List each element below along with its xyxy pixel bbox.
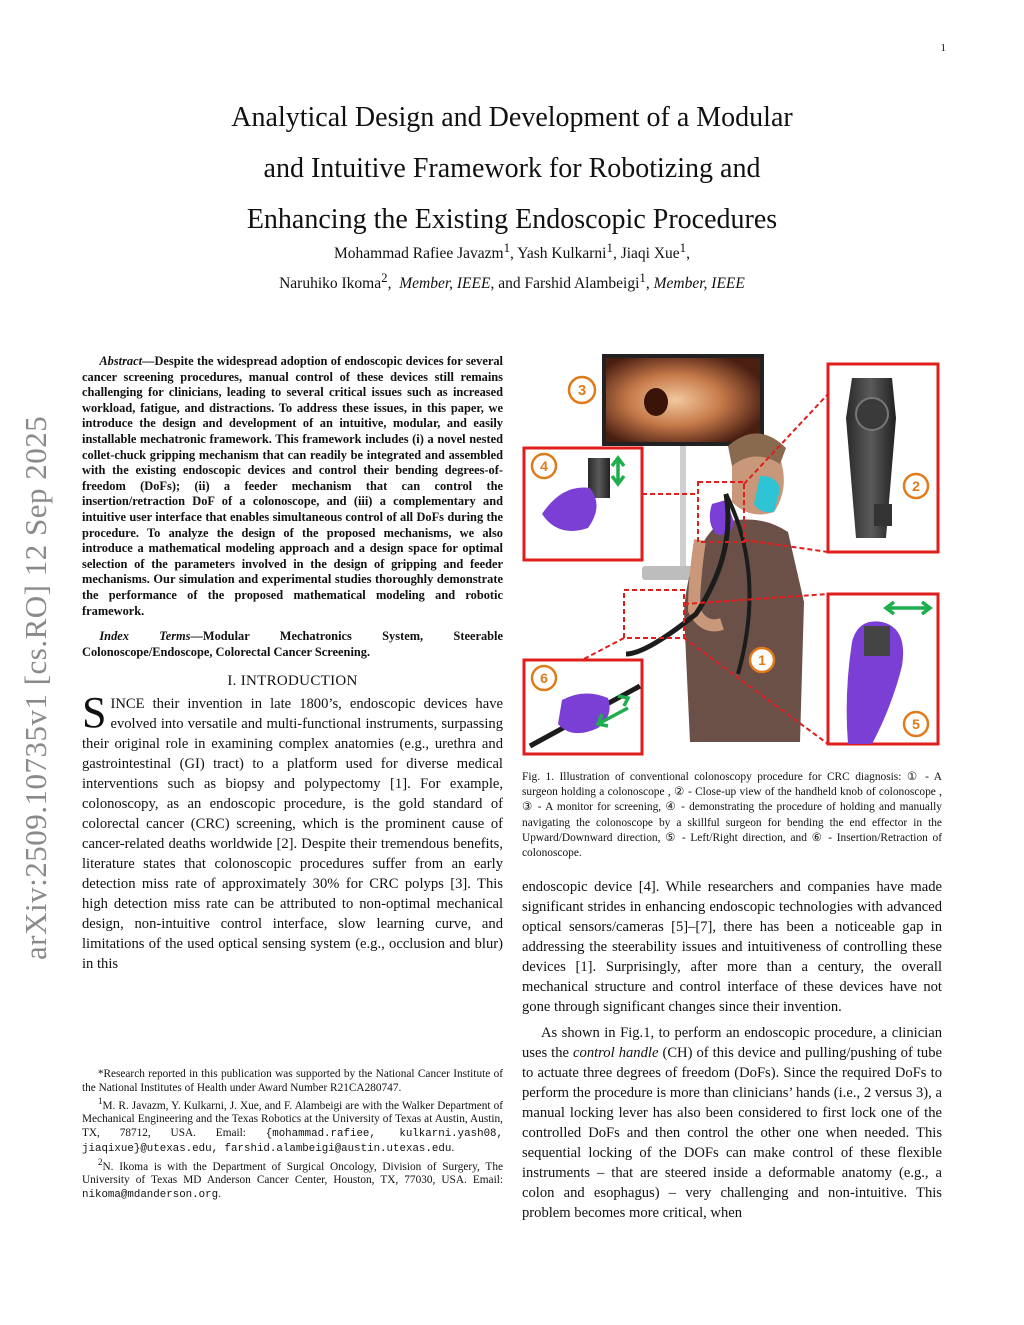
email-link[interactable]: nikoma@mdanderson.org (82, 1188, 219, 1201)
footnote-affiliation-1: $^1$M. R. Javazm, Y. Kulkarni, J. Xue, and F. Alambeigi are with the Walker Department of Mechanical Engineering and the Texas Robotics at the University of Texas at Austin, Austin, TX, 78712, USA. Email: {mohammad.rafiee, kulkarni.yash08, jiaqixue}@utexas.edu, farshid.alambeigi@austin.utexas.edu. (82, 1096, 504, 1155)
footnotes (82, 1068, 503, 1203)
right-body (522, 877, 942, 1223)
member-tag: Member, IEEE (653, 275, 745, 293)
left-column (82, 354, 503, 974)
svg-text:4: 4 (540, 458, 548, 474)
colon-lumen (644, 388, 668, 416)
title-line-1: Analytical Design and Development of a Modular (231, 102, 793, 133)
body-paragraph: endoscopic device [4]. While researchers and companies have made significant strides in enhancing endoscopic technologies with advanced optical sensors/cameras [5]–[7], there has been a noticeable gap in addressing the steerability issues and intuitiveness of controlling these devices [1]. Surprisingly, after more than a century, the overall mechanical structure and control interface of these devices have not gone through significant changes since their invention. (522, 879, 942, 1016)
monitor-stand (680, 446, 686, 566)
svg-text:2: 2 (912, 478, 920, 494)
knob-icon (856, 398, 888, 430)
index-terms: Index Terms—Modular Mechatronics System, Steerable Colonoscope/Endoscope, Colorectal Cancer Screening. (82, 629, 503, 659)
badge-2-icon (904, 474, 928, 498)
email-link[interactable]: {mohammad.rafiee, kulkarni.yash08, jiaqixue}@utexas.edu, farshid.alambeigi@austin.utexas.edu (82, 1127, 504, 1155)
footnote-funding: *Research reported in this publication was supported by the National Cancer Institute of the National Institutes of Health under Award Number R21CA280747. (82, 1068, 503, 1094)
colonoscopy-illustration (522, 354, 942, 758)
intro-paragraph: SINCE their invention in late 1800’s, endoscopic devices have evolved into versatile and multi-functional instruments, surpassing their original role in examining complex anatomies (e.g., urethra and gastrointestinal (GI) tract) to a platform used for diverse medical interventions such as biopsy and polypectomy [1]. For example, colonoscopy, as an endoscopic procedure, is the gold standard of colorectal cancer (CRC) screening, which is the prominent cause of cancer-related deaths worldwide [2]. Despite their tremendous benefits, literature states that colonoscopic procedures suffer from an early detection miss rate of approximately 30% for CRC polyps [3]. This high detection miss rate can be attributed to non-optimal mechanical design, non-intuitive control interface, slow learning curve, and limitations of the used optical sensing system (e.g., occlusion and blur) in this (82, 687, 503, 972)
author-1: Mohammad Rafiee Javazm (333, 245, 504, 263)
figure-1 (522, 354, 942, 758)
title-line-2: and Intuitive Framework for Robotizing and (263, 153, 761, 184)
drop-cap: S (82, 687, 107, 737)
right-column (522, 354, 942, 1229)
monitor-screen (606, 358, 760, 442)
badge-1-icon (750, 648, 774, 672)
badge-5-icon (904, 712, 928, 736)
svg-text:3: 3 (577, 382, 587, 399)
abstract: Abstract—Despite the widespread adoption of endoscopic devices for several cancer screening procedures, manual control of these devices still remains challenging for clinicians, leading to several critical issues such as increased workload, fatigue, and distractions. To address these issues, in this paper, we introduce the design and development of an intuitive, modular, and easily installable mechatronic framework. This framework includes (i) a novel nested collet-chuck gripping mechanism that can readily be integrated and assembled with the existing endoscopic devices and control their bending degrees-of-freedom (DoFs); (ii) a feeder mechanism that can control the insertion/retraction DoF of a colonoscope, and (iii) a complementary and intuitive user interface that enables simultaneous control of all DoFs during the procedure. To analyze the design of the proposed mechanisms, we also introduce a mathematical modeling approach and a design space for optimal selection of the parameters involved in the design of gripping and feeder mechanisms. Our simulation and experimental studies thoroughly demonstrate the performance of the proposed mathematical modeling and robotic framework. (82, 354, 503, 618)
page-number: 1 (940, 42, 946, 54)
title-line-3: Enhancing the Existing Endoscopic Procedures (246, 204, 778, 235)
author-3: Jiaqi Xue (620, 245, 680, 263)
body-paragraph: As shown in Fig.1, to perform an endoscopic procedure, a clinician uses the control handle (CH) of this device and pulling/pushing of tube to actuate three degrees of freedom (DoFs). Since the required DoFs to perform the procedure is more than clinicians’ hands (i.e., 2 versus 3), a manual locking lever has also been considered to first lock one of the controlled DoFs and then control the other one when needed. This sequential locking of the DOFs can make control of these flexible instruments – that are steered inside a deformable anatomy (e.g., a colon and esophagus) – very challenging and non-intuitive. This problem becomes more critical, when (522, 1025, 943, 1222)
badge-6-icon (532, 666, 556, 690)
figure-caption: Fig. 1. Illustration of conventional colonoscopy procedure for CRC diagnosis: ① - A surgeon holding a colonoscope , ② - Close-up view of the handheld knob of colonoscope , ③ - A monitor for screening, ④ - demonstrating the procedure of holding and manually navigating the colonoscope by a skillful surgeon for bending the end effector in the Upward/Downward direction, ⑤ - Left/Right direction, and ⑥ - Insertion/Retraction of colonoscope. (522, 771, 942, 860)
svg-text:1: 1 (758, 652, 766, 668)
author-2: Yash Kulkarni (517, 245, 607, 263)
svg-text:6: 6 (540, 670, 548, 686)
badge-3-icon (569, 377, 595, 403)
arxiv-identifier: arXiv:2509.10735v1 [cs.RO] 12 Sep 2025 (18, 415, 53, 960)
footnote-affiliation-2: $^2$N. Ikoma is with the Department of Surgical Oncology, Division of Surgery, The University of Texas MD Anderson Cancer Center, Houston, TX, 77030, USA. Email: nikoma@mdanderson.org. (82, 1157, 503, 1201)
valve-icon (874, 504, 892, 526)
author-5: Farshid Alambeigi (524, 275, 640, 293)
knob-icon (864, 626, 890, 656)
author-4: Naruhiko Ikoma (279, 275, 382, 293)
svg-text:5: 5 (912, 716, 920, 732)
badge-4-icon (532, 454, 556, 478)
section-heading: I. INTRODUCTION (227, 672, 358, 689)
paper-title (150, 92, 874, 245)
author-list: Mohammad Rafiee Javazm$^1$, Yash Kulkarni$^1$, Jiaqi Xue$^1$, Naruhiko Ikoma$^2$, Member, IEEE, and Farshid Alambeigi$^1$, Member, IEEE (279, 240, 745, 293)
member-tag: Member, IEEE (399, 275, 491, 293)
